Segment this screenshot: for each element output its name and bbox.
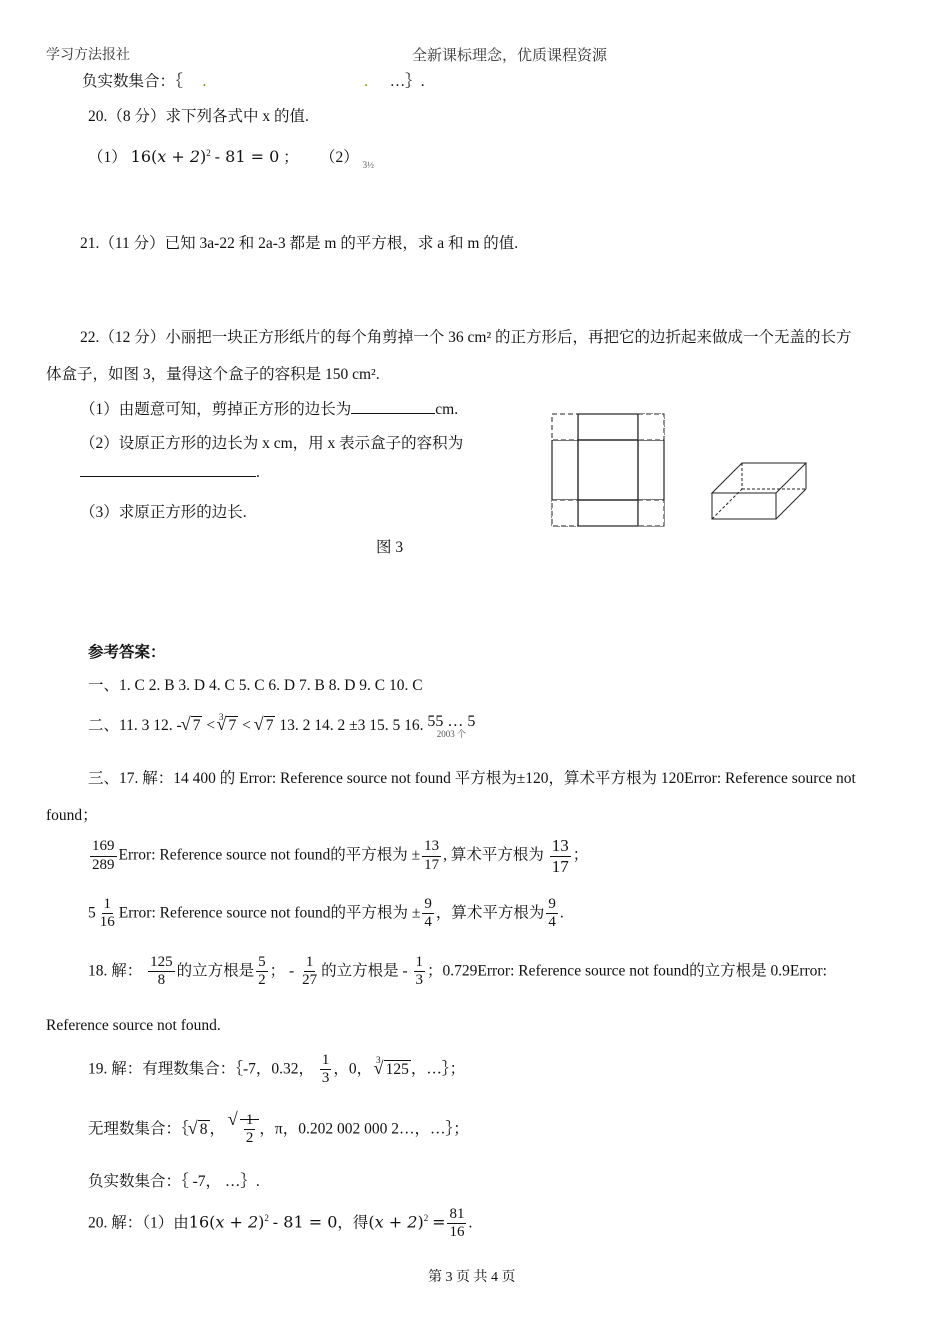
q22-sub3: （3）求原正方形的边长. — [80, 504, 247, 521]
q22-line2: 体盒子，如图 3，量得这个盒子的容积是 150 cm². — [46, 366, 380, 383]
answers-part1: 一、1. C 2. B 3. D 4. C 5. C 6. D 7. B 8. D 9. C 10. C — [88, 677, 423, 694]
header-slogan: 全新课标理念，优质课程资源 — [412, 48, 608, 64]
a17-line2: found； — [46, 807, 98, 824]
q20-part2: （2） $_{3\frac{1}{2}}$ — [320, 149, 374, 170]
q21-text: 21.（11 分）已知 3a-22 和 2a-3 都是 m 的平方根，求 a 和 m 的值. — [80, 235, 519, 252]
q22-line1: 22.（12 分）小丽把一块正方形纸片的每个角剪掉一个 36 cm² 的正方形后，再把它的边折起来做成一个无盖的长方 — [80, 329, 852, 346]
answers-title: 参考答案： — [88, 644, 166, 661]
header-publisher: 学习方法报社 — [46, 48, 130, 63]
open-box-diagram — [708, 455, 812, 525]
a17-line4: 5 $\frac{1}{16}$ Error: Reference source not found的平方根为 ± $\frac{9}{4}$ ，算术平方根为 $\frac{9}{4}$ . — [88, 896, 564, 931]
q20-part2-expr: 3½ — [362, 160, 374, 170]
a18-line1: 18. 解： $\frac{125}{8}$ 的立方根是 $\frac{5}{2}$ ； - $\frac{1}{27}$ 的立方根是 - $\frac{1}{3}$ ；0.729Error: Reference source not found的立方根是 0.9Error: — [88, 954, 827, 989]
figure-caption: 图 3 — [376, 539, 404, 556]
page-footer: 第 3 页 共 4 页 — [428, 1270, 516, 1285]
q20-part1: （1） $16(x + 2)^2 - 81 = 0$ ； — [88, 147, 299, 166]
q22-sub1: （1）由题意可知，剪掉正方形的边长为 cm. — [80, 401, 459, 418]
a18-line2: Reference source not found. — [46, 1017, 221, 1034]
a19-rational: 19. 解：有理数集合：｛-7，0.32， $\frac{1}{3}$ ，0， $^3$√ 125 ，…｝； — [88, 1052, 465, 1088]
answers-part2: 二、11. 3 12. -√ 7 < $^3$√ 7 < √ 7 13. 2 14. 2 ±3 15. 5 16. 55 … 5 2003 个 — [88, 712, 475, 739]
q22-sub2-blank: . — [80, 464, 260, 482]
q20-title: 20.（8 分）求下列各式中 x 的值. — [88, 108, 309, 125]
a20-solution: 20. 解：（1）由$16(x + 2)^2 - 81 = 0$，得$(x + 2)^2$ = $\frac{81}{16}$ . — [88, 1206, 473, 1241]
box-net-diagram — [548, 410, 668, 530]
a19-irrational: 无理数集合：｛√ 8 ， √ $\frac{1}{2}$ ，π，0.202 002 000 2…，…｝； — [88, 1112, 469, 1148]
q22-sub2: （2）设原正方形的边长为 x cm，用 x 表示盒子的容积为 — [80, 435, 464, 452]
a17-line1: 三、17. 解：14 400 的 Error: Reference source not found 平方根为±120，算术平方根为 120Error: Reference source not — [88, 770, 856, 787]
a17-line3: $\frac{169}{289}$ Error: Reference source not found的平方根为 ± $\frac{13}{17}$ , 算术平方根为 $\frac{13}{17}$ ； — [92, 836, 589, 876]
a19-negative: 负实数集合：｛ -7， …｝. — [88, 1173, 260, 1190]
q19-negative-set: 负实数集合：｛ . . …｝. — [82, 73, 425, 90]
